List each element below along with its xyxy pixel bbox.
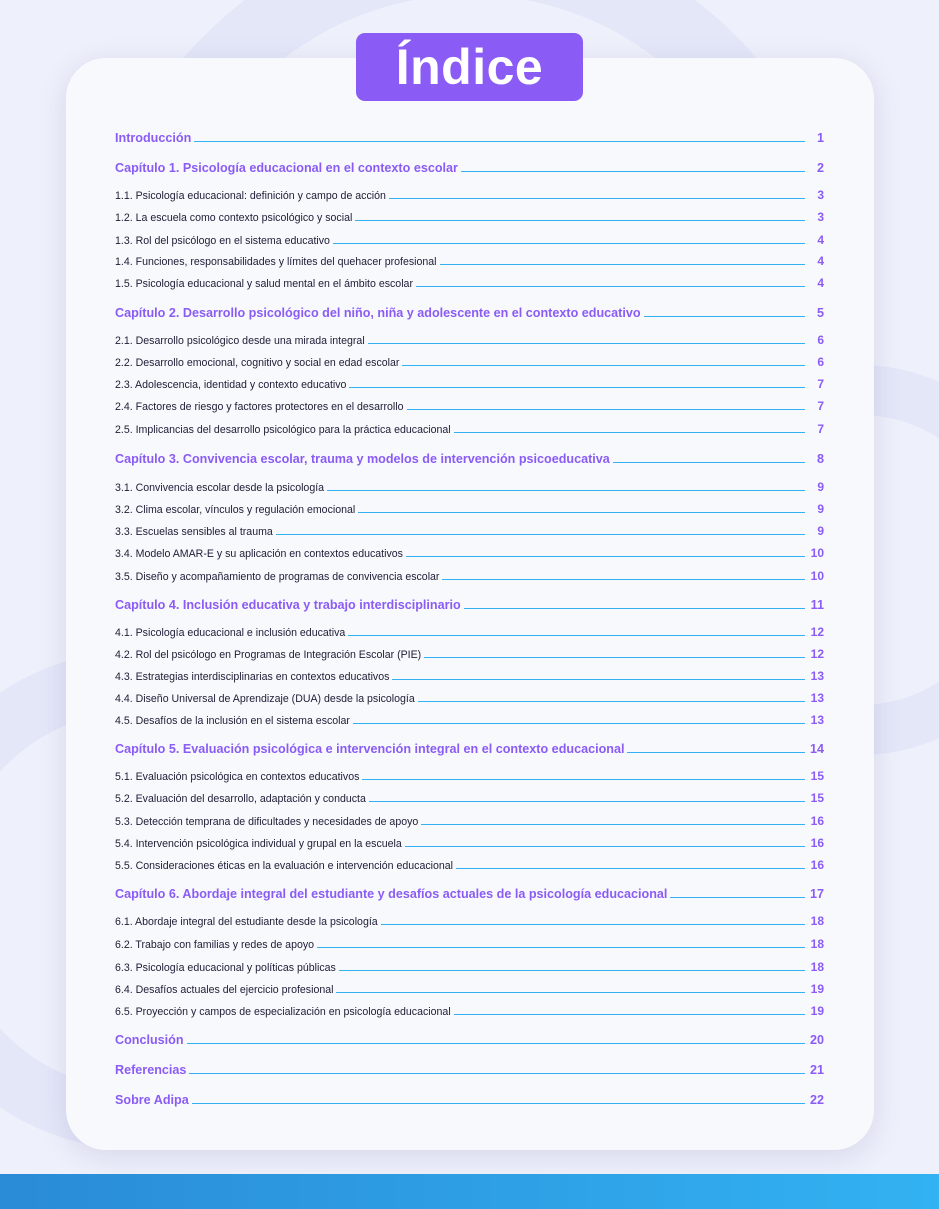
toc-page-number: 7	[817, 377, 824, 391]
toc-page-number: 7	[817, 399, 824, 413]
toc-entry-label: 2.4. Factores de riesgo y factores protectores en el desarrollo	[115, 401, 404, 413]
toc-page-number: 6	[817, 333, 824, 347]
toc-leader-line	[276, 534, 805, 535]
toc-section-entry[interactable]	[115, 188, 824, 202]
toc-section-entry[interactable]	[115, 355, 824, 369]
toc-entry-label: Sobre Adipa	[115, 1093, 189, 1107]
toc-leader-line	[418, 701, 805, 702]
toc-entry-label: 4.1. Psicología educacional e inclusión educativa	[115, 627, 346, 639]
toc-leader-line	[402, 365, 805, 366]
toc-entry-label: 1.5. Psicología educacional y salud mental en el ámbito escolar	[115, 278, 413, 290]
toc-leader-line	[407, 409, 805, 410]
toc-leader-line	[421, 824, 805, 825]
toc-section-entry[interactable]	[115, 713, 824, 727]
toc-page-number: 14	[810, 742, 825, 756]
toc-entry-label: 3.4. Modelo AMAR-E y su aplicación en contextos educativos	[115, 548, 403, 560]
toc-page-number: 6	[817, 355, 824, 369]
toc-page-number: 22	[810, 1093, 825, 1107]
toc-entry-label: 6.3. Psicología educacional y políticas públicas	[115, 962, 336, 974]
toc-section-entry[interactable]	[115, 937, 824, 951]
toc-section-entry[interactable]	[115, 524, 824, 538]
toc-leader-line	[192, 1103, 805, 1104]
toc-page-number: 3	[817, 188, 824, 202]
toc-page-number: 4	[817, 254, 824, 268]
toc-page-number: 16	[810, 814, 824, 828]
toc-leader-line	[355, 220, 805, 221]
toc-leader-line	[454, 1014, 805, 1015]
toc-chapter-entry[interactable]	[115, 1033, 824, 1047]
toc-section-entry[interactable]	[115, 982, 824, 996]
toc-page-number: 9	[817, 524, 824, 538]
toc-leader-line	[336, 992, 805, 993]
toc-entry-label: 3.1. Convivencia escolar desde la psicología	[115, 482, 325, 494]
toc-section-entry[interactable]	[115, 333, 824, 347]
toc-entry-label: 6.5. Proyección y campos de especialización en psicología educacional	[115, 1006, 451, 1018]
toc-page-number: 15	[810, 769, 824, 783]
toc-entry-label: Referencias	[115, 1063, 187, 1077]
toc-entry-label: 2.3. Adolescencia, identidad y contexto educativo	[115, 379, 347, 391]
toc-leader-line	[327, 490, 805, 491]
toc-leader-line	[362, 779, 805, 780]
toc-leader-line	[187, 1043, 805, 1044]
toc-leader-line	[440, 264, 805, 265]
toc-section-entry[interactable]	[115, 669, 824, 683]
toc-page-number: 4	[817, 233, 824, 247]
toc-page-number: 9	[817, 502, 824, 516]
toc-leader-line	[369, 801, 805, 802]
toc-page-number: 16	[810, 858, 824, 872]
toc-entry-label: 4.4. Diseño Universal de Aprendizaje (DUA) desde la psicología	[115, 693, 415, 705]
toc-entry-label: 1.4. Funciones, responsabilidades y límites del quehacer profesional	[115, 256, 437, 268]
toc-section-entry[interactable]	[115, 914, 824, 928]
toc-page-number: 16	[810, 836, 824, 850]
toc-leader-line	[644, 316, 805, 317]
toc-entry-label: Capítulo 5. Evaluación psicológica e intervención integral en el contexto educacional	[115, 742, 625, 756]
toc-entry-label: 2.5. Implicancias del desarrollo psicológico para la práctica educacional	[115, 424, 451, 436]
toc-entry-label: 1.3. Rol del psicólogo en el sistema educativo	[115, 235, 330, 247]
toc-section-entry[interactable]	[115, 836, 824, 850]
toc-leader-line	[416, 286, 805, 287]
toc-section-entry[interactable]	[115, 960, 824, 974]
toc-leader-line	[392, 679, 805, 680]
toc-section-entry[interactable]	[115, 276, 824, 290]
toc-leader-line	[339, 970, 805, 971]
toc-entry-label: 5.4. Intervención psicológica individual y grupal en la escuela	[115, 838, 402, 850]
index-title: Índice	[356, 33, 583, 101]
toc-chapter-entry[interactable]	[115, 161, 824, 175]
toc-entry-label: 2.2. Desarrollo emocional, cognitivo y social en edad escolar	[115, 357, 400, 369]
toc-leader-line	[189, 1073, 805, 1074]
toc-chapter-entry[interactable]	[115, 742, 824, 756]
toc-entry-label: 3.3. Escuelas sensibles al trauma	[115, 526, 273, 538]
toc-entry-label: 6.4. Desafíos actuales del ejercicio profesional	[115, 984, 334, 996]
toc-page-number: 3	[817, 210, 824, 224]
toc-entry-label: Capítulo 4. Inclusión educativa y trabajo interdisciplinario	[115, 598, 461, 612]
toc-page-number: 10	[810, 546, 824, 560]
toc-entry-label: 5.2. Evaluación del desarrollo, adaptación y conducta	[115, 793, 366, 805]
toc-page-number: 15	[810, 791, 824, 805]
toc-entry-label: Introducción	[115, 131, 192, 145]
toc-chapter-entry[interactable]	[115, 887, 824, 901]
toc-page-number: 20	[810, 1033, 825, 1047]
toc-entry-label: 5.5. Consideraciones éticas en la evaluación e intervención educacional	[115, 860, 454, 872]
toc-chapter-entry[interactable]	[115, 1093, 824, 1107]
toc-leader-line	[405, 846, 805, 847]
toc-page-number: 13	[810, 691, 824, 705]
toc-page-number: 19	[810, 1004, 824, 1018]
toc-chapter-entry[interactable]	[115, 452, 824, 466]
toc-page-number: 17	[810, 887, 825, 901]
toc-entry-label: 4.5. Desafíos de la inclusión en el sistema escolar	[115, 715, 350, 727]
toc-section-entry[interactable]	[115, 422, 824, 436]
toc-page-number: 4	[817, 276, 824, 290]
toc-leader-line	[442, 579, 805, 580]
toc-entry-label: Capítulo 6. Abordaje integral del estudiante y desafíos actuales de la psicología educacional	[115, 887, 668, 901]
toc-leader-line	[454, 432, 805, 433]
toc-section-entry[interactable]	[115, 546, 824, 560]
toc-section-entry[interactable]	[115, 377, 824, 391]
toc-page-number: 19	[810, 982, 824, 996]
toc-leader-line	[358, 512, 805, 513]
toc-entry-label: 2.1. Desarrollo psicológico desde una mirada integral	[115, 335, 365, 347]
toc-chapter-entry[interactable]	[115, 598, 824, 612]
toc-entry-label: 4.3. Estrategias interdisciplinarias en contextos educativos	[115, 671, 390, 683]
toc-entry-label: 6.1. Abordaje integral del estudiante desde la psicología	[115, 916, 378, 928]
toc-leader-line	[194, 141, 805, 142]
toc-entry-label: 3.2. Clima escolar, vínculos y regulación emocional	[115, 504, 356, 516]
toc-leader-line	[317, 947, 805, 948]
toc-page-number: 18	[810, 914, 824, 928]
toc-leader-line	[670, 897, 805, 898]
toc-section-entry[interactable]	[115, 254, 824, 268]
toc-section-entry[interactable]	[115, 569, 824, 583]
toc-section-entry[interactable]	[115, 647, 824, 661]
toc-leader-line	[627, 752, 805, 753]
toc-entry-label: Capítulo 3. Convivencia escolar, trauma y modelos de intervención psicoeducativa	[115, 452, 610, 466]
toc-page-number: 13	[810, 713, 824, 727]
toc-leader-line	[424, 657, 805, 658]
toc-page-number: 21	[810, 1063, 825, 1077]
toc-section-entry[interactable]	[115, 858, 824, 872]
toc-page-number: 13	[810, 669, 824, 683]
toc-entry-label: 4.2. Rol del psicólogo en Programas de Integración Escolar (PIE)	[115, 649, 422, 661]
toc-section-entry[interactable]	[115, 791, 824, 805]
toc-section-entry[interactable]	[115, 233, 824, 247]
toc-section-entry[interactable]	[115, 1004, 824, 1018]
toc-leader-line	[464, 608, 805, 609]
toc-section-entry[interactable]	[115, 625, 824, 639]
toc-page-number: 8	[816, 452, 824, 466]
toc-page-number: 11	[810, 598, 824, 612]
toc-section-entry[interactable]	[115, 399, 824, 413]
toc-page-number: 5	[816, 306, 824, 320]
toc-section-entry[interactable]	[115, 480, 824, 494]
toc-chapter-entry[interactable]	[115, 1063, 824, 1077]
toc-section-entry[interactable]	[115, 814, 824, 828]
toc-page-number: 18	[810, 960, 824, 974]
toc-page-number: 1	[816, 131, 824, 145]
toc-leader-line	[349, 387, 805, 388]
toc-entry-label: Capítulo 2. Desarrollo psicológico del niño, niña y adolescente en el contexto educativo	[115, 306, 641, 320]
toc-leader-line	[613, 462, 805, 463]
toc-page-number: 7	[817, 422, 824, 436]
toc-entry-label: 6.2. Trabajo con familias y redes de apoyo	[115, 939, 315, 951]
toc-entry-label: 5.3. Detección temprana de dificultades y necesidades de apoyo	[115, 816, 419, 828]
toc-page-number: 2	[816, 161, 824, 175]
footer-band	[0, 1174, 939, 1209]
toc-entry-label: 1.2. La escuela como contexto psicológico y social	[115, 212, 353, 224]
toc-leader-line	[368, 343, 805, 344]
toc-leader-line	[381, 924, 805, 925]
toc-page-number: 9	[817, 480, 824, 494]
toc-leader-line	[406, 556, 805, 557]
toc-leader-line	[456, 868, 805, 869]
toc-leader-line	[353, 723, 805, 724]
toc-leader-line	[461, 171, 805, 172]
toc-entry-label: 1.1. Psicología educacional: definición y campo de acción	[115, 190, 386, 202]
toc-section-entry[interactable]	[115, 769, 824, 783]
toc-leader-line	[348, 635, 805, 636]
toc-page-number: 12	[810, 625, 824, 639]
toc-chapter-entry[interactable]	[115, 306, 824, 320]
toc-page-number: 10	[810, 569, 824, 583]
toc-section-entry[interactable]	[115, 502, 824, 516]
toc-entry-label: 5.1. Evaluación psicológica en contextos educativos	[115, 771, 360, 783]
toc-section-entry[interactable]	[115, 691, 824, 705]
toc-leader-line	[333, 243, 805, 244]
toc-entry-label: 3.5. Diseño y acompañamiento de programas de convivencia escolar	[115, 571, 440, 583]
toc-page-number: 18	[810, 937, 824, 951]
toc-entry-label: Capítulo 1. Psicología educacional en el contexto escolar	[115, 161, 458, 175]
toc-page-number: 12	[810, 647, 824, 661]
toc-chapter-entry[interactable]	[115, 131, 824, 145]
toc-entry-label: Conclusión	[115, 1033, 184, 1047]
toc-section-entry[interactable]	[115, 210, 824, 224]
toc-leader-line	[389, 198, 805, 199]
